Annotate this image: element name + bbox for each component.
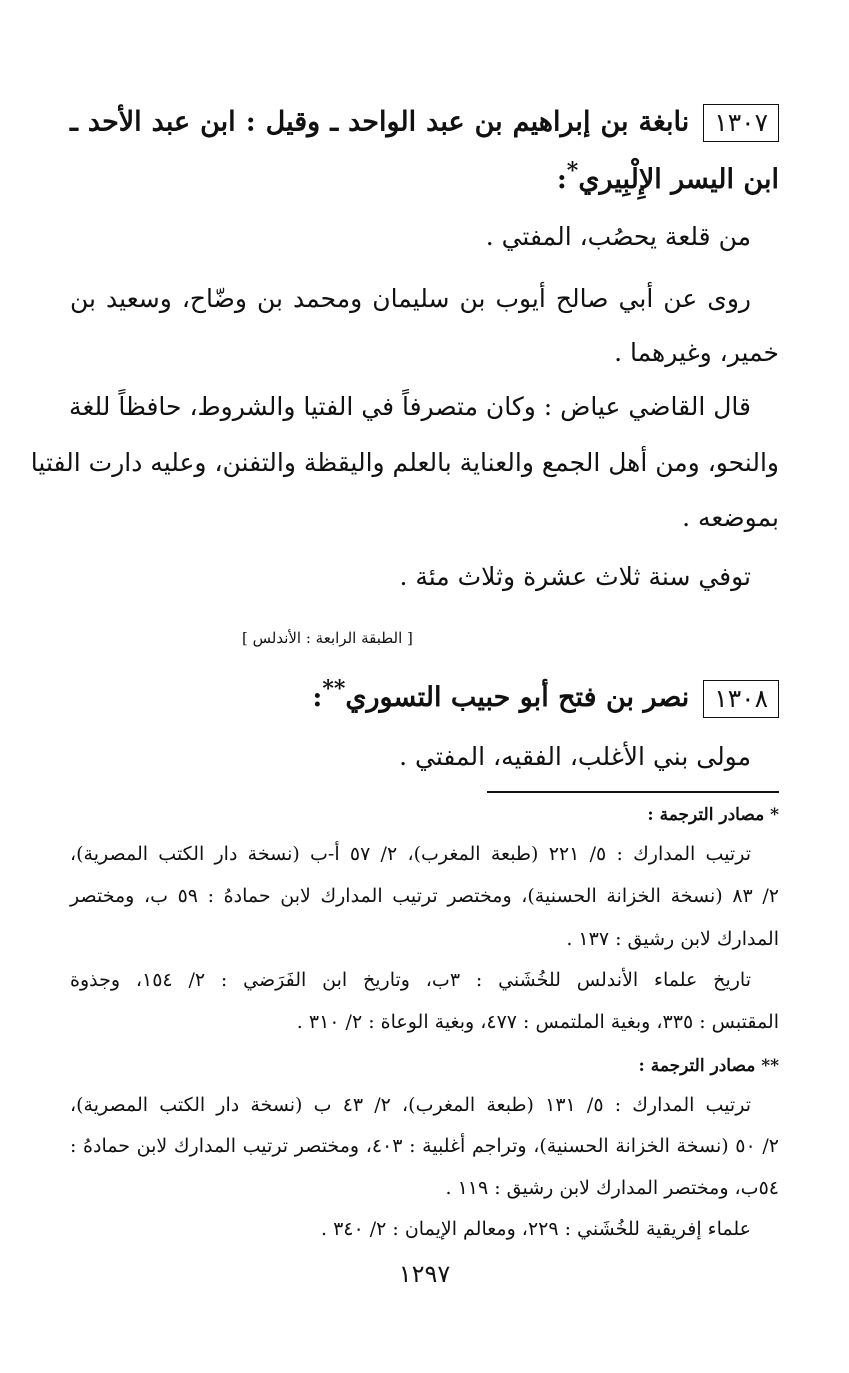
entry-1307-death: توفي سنة ثلاث عشرة وثلاث مئة .: [399, 562, 751, 591]
page-number: ١٢٩٧: [398, 1260, 451, 1288]
footnote-2-line1: ترتيب المدارك : ٥/ ١٣١ (طبعة المغرب)، ٢/ ٤٣ ب (نسخة دار الكتب المصرية)،: [70, 1094, 751, 1116]
entry-1307-heading-line1: [70, 104, 779, 142]
footnote-2-title: ** مصادر الترجمة :: [638, 1056, 779, 1076]
footnote-mark-1: *: [566, 158, 579, 184]
entry-1307-narration-line1: روى عن أبي صالح أيوب بن سليمان ومحمد بن وضّاح، وسعيد بن: [70, 284, 751, 313]
footnote-separator: [487, 791, 779, 793]
footnote-1-line1: ترتيب المدارك : ٥/ ٢٢١ (طبعة المغرب)، ٢/ ٥٧ أ-ب (نسخة دار الكتب المصرية)،: [70, 843, 751, 865]
footnote-1-line2: ٢/ ٨٣ (نسخة الخزانة الحسنية)، ومختصر ترتيب المدارك لابن حمادهُ : ٥٩ ب، ومختصر: [70, 885, 779, 907]
footnote-2-line4: علماء إفريقية للخُشَني : ٢٢٩، ومعالم الإيمان : ٢/ ٣٤٠ .: [320, 1218, 751, 1240]
section-label: [ الطبقة الرابعة : الأندلس ]: [242, 629, 413, 647]
footnote-2-line3: ٥٤ب، ومختصر المدارك لابن رشيق : ١١٩ .: [445, 1177, 779, 1199]
entry-1308-heading-text: نصر بن فتح أبو حبيب التسوري: [345, 682, 690, 713]
entry-1308-description: مولى بني الأغلب، الفقيه، المفتي .: [399, 742, 751, 771]
entry-1307-heading-name: ابن اليسر الإِلْبِيري: [578, 164, 779, 195]
entry-1308-heading: [70, 676, 779, 718]
entry-1307-number: ١٣٠٧: [703, 104, 779, 142]
entry-1307-origin: من قلعة يحصُب، المفتي .: [485, 222, 751, 251]
footnote-1-line5: المقتبس : ٣٣٥، وبغية الملتمس : ٤٧٧، وبغية الوعاة : ٢/ ٣١٠ .: [296, 1011, 779, 1033]
entry-1307-quote-line3: بموضعه .: [682, 503, 779, 532]
footnote-mark-2: **: [322, 676, 346, 702]
entry-1307-heading-text: نابغة بن إبراهيم بن عبد الواحد ـ وقيل : ابن عبد الأحد ـ: [70, 106, 690, 138]
entry-1308-heading-colon: :: [312, 682, 323, 713]
entry-1307-heading-line2: [70, 158, 779, 195]
footnote-1-title: * مصادر الترجمة :: [647, 805, 779, 825]
footnote-2-line2: ٢/ ٥٠ (نسخة الخزانة الحسنية)، وتراجم أغلبية : ٤٠٣، ومختصر ترتيب المدارك لابن حمادهُ :: [70, 1135, 779, 1157]
entry-1307-narration-line2: خمير، وغيرهما .: [614, 338, 779, 367]
entry-1308-number: ١٣٠٨: [703, 680, 779, 718]
footnote-1-line4: تاريخ علماء الأندلس للخُشَني : ٣ب، وتاريخ ابن الفَرَضي : ٢/ ١٥٤، وجذوة: [70, 969, 751, 991]
entry-1307-quote-line1: قال القاضي عياض : وكان متصرفاً في الفتيا والشروط، حافظاً للغة: [69, 392, 751, 421]
entry-1307-quote-line2: والنحو، ومن أهل الجمع والعناية بالعلم واليقظة والتفنن، وعليه دارت الفتيا: [30, 448, 779, 477]
footnote-1-line3: المدارك لابن رشيق : ١٣٧ .: [566, 928, 779, 950]
entry-1307-heading-colon: :: [556, 164, 567, 195]
